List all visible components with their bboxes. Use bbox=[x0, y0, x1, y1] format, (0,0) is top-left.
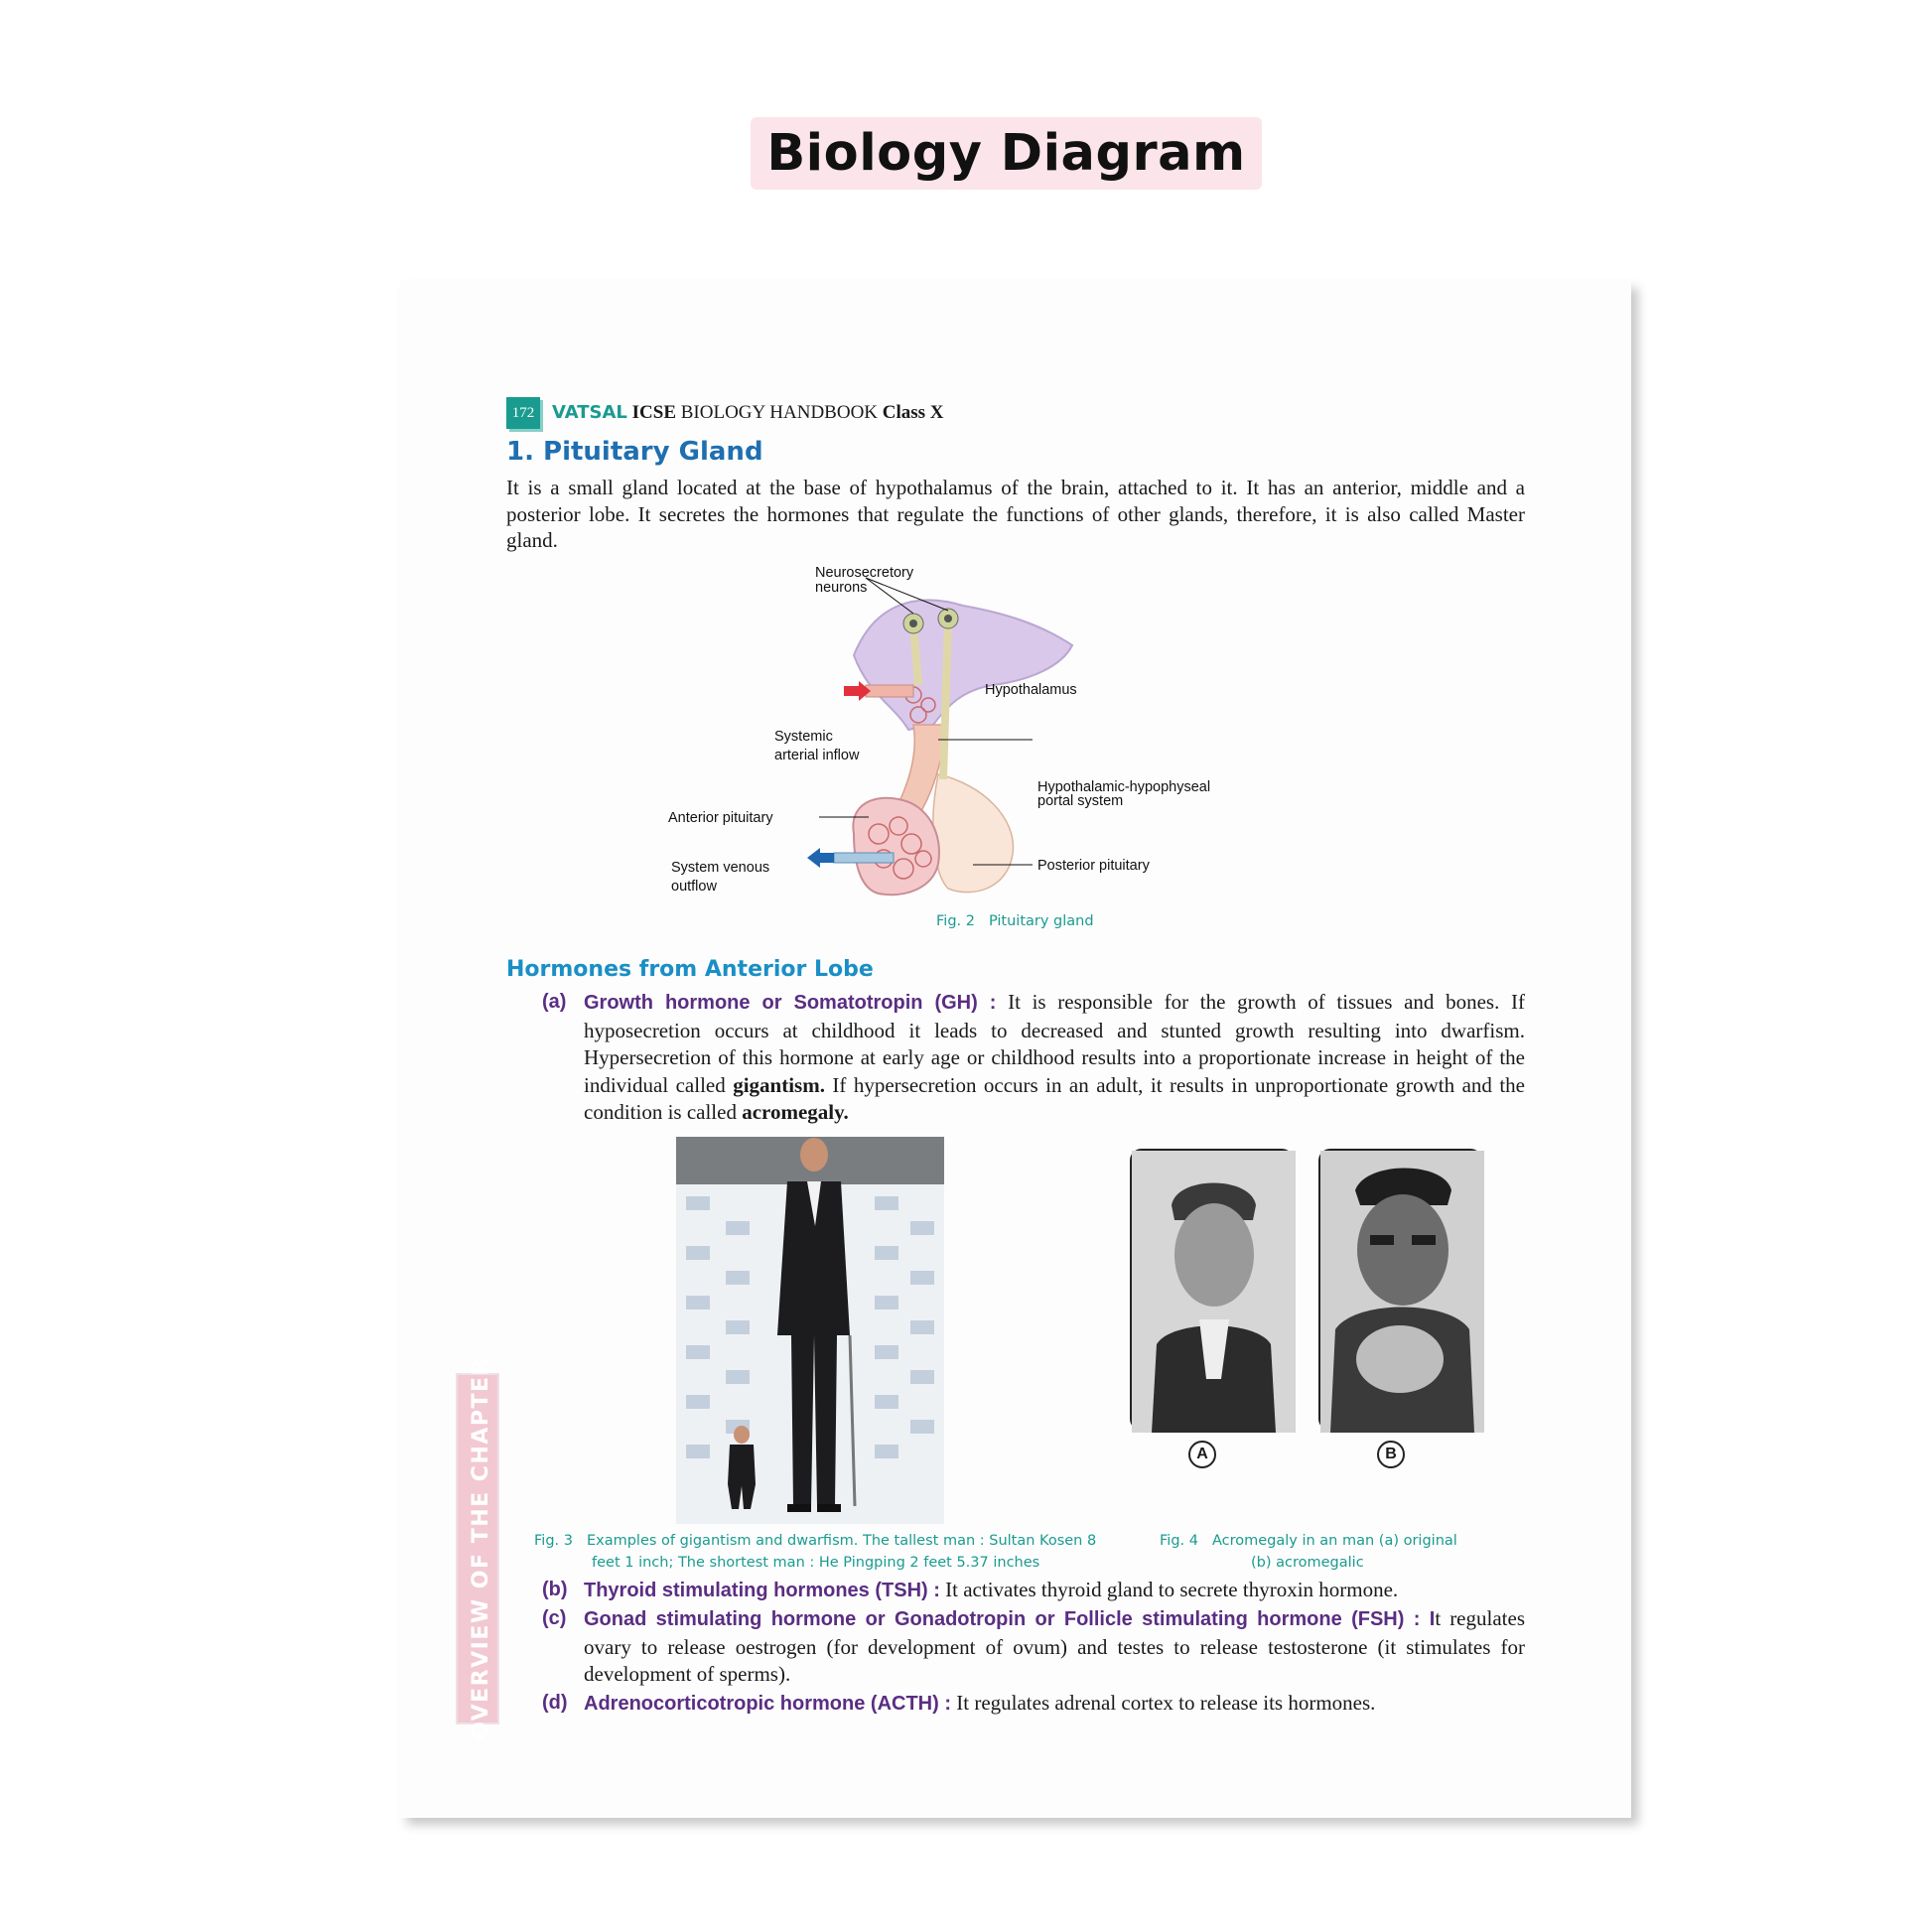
item-text: It activates thyroid gland to secrete thyroxin hormone. bbox=[939, 1578, 1399, 1601]
fig2-number: Fig. 2 bbox=[936, 913, 975, 929]
side-tab-label: OVERVIEW OF THE CHAPTER bbox=[468, 1357, 493, 1740]
label-portal-system: Hypothalamic-hypophyseal bbox=[1037, 779, 1211, 795]
item-text: t regulates ovary to release oestrogen (for development of ovum) and testes to release testosterone (it stimulates for development of sperms). bbox=[584, 1606, 1525, 1686]
hormone-item-acth bbox=[542, 1690, 1525, 1719]
label-a-circle: A bbox=[1188, 1441, 1216, 1468]
brand-name: VATSAL bbox=[552, 402, 627, 423]
posterior-lobe-shape bbox=[933, 774, 1014, 893]
label-arterial-inflow: arterial inflow bbox=[774, 748, 860, 763]
label-hypothalamus: Hypothalamus bbox=[985, 682, 1077, 698]
fig3-text-2: feet 1 inch; The shortest man : He Pingping 2 feet 5.37 inches bbox=[592, 1555, 1040, 1571]
item-body bbox=[584, 1605, 1525, 1689]
portrait-original bbox=[1132, 1151, 1296, 1433]
hormone-item-fsh bbox=[542, 1605, 1525, 1689]
book-title bbox=[552, 402, 944, 424]
label-outflow: outflow bbox=[671, 879, 717, 895]
item-heading: Thyroid stimulating hormones (TSH) : bbox=[584, 1580, 940, 1601]
label-neurosecretory: Neurosecretory bbox=[815, 565, 914, 581]
arterial-pipe bbox=[866, 685, 913, 697]
label-neurons: neurons bbox=[815, 580, 868, 596]
hypothalamus-shape bbox=[854, 600, 1072, 730]
pituitary-diagram bbox=[668, 556, 1330, 933]
venous-pipe bbox=[834, 853, 894, 863]
label-b-circle: B bbox=[1377, 1441, 1405, 1468]
item-body bbox=[584, 1577, 1525, 1605]
fig2-caption bbox=[936, 913, 1094, 929]
board-name: ICSE bbox=[631, 402, 676, 423]
arterial-inflow-arrow bbox=[844, 681, 871, 701]
fig4-number: Fig. 4 bbox=[1160, 1533, 1198, 1549]
item-text: It regulates adrenal cortex to release its hormones. bbox=[951, 1691, 1376, 1715]
fig2-text: Pituitary gland bbox=[988, 913, 1094, 929]
intro-paragraph: It is a small gland located at the base of hypothalamus of the brain, attached to it. It has an anterior, middle and a posterior lobe. It secretes the hormones that regulate the functions of other glands, therefore, it is also called Master gland. bbox=[506, 476, 1525, 552]
item-text: It is responsible for the growth of tissues and bones. If hyposecretion occurs at childhood it leads to decreased and stunted growth resulting into dwarfism. Hypersecretion of this hormone at early age or childhood results into a proportionate increase in height of the individual called bbox=[584, 990, 1525, 1097]
item-heading: Adrenocorticotropic hormone (ACTH) : bbox=[584, 1693, 951, 1715]
item-heading: Gonad stimulating hormone or Gonadotropin or Follicle stimulating hormone (FSH) : I bbox=[584, 1608, 1436, 1630]
item-bold-gigantism: gigantism. bbox=[733, 1072, 825, 1097]
fig4-text-2: (b) acromegalic bbox=[1251, 1555, 1364, 1571]
fig4-caption bbox=[1160, 1530, 1457, 1574]
item-body bbox=[584, 989, 1525, 1127]
hormone-item-tsh bbox=[542, 1577, 1525, 1605]
banner-title: Biology Diagram bbox=[766, 124, 1246, 183]
anterior-lobe-shape bbox=[853, 798, 939, 895]
gigantism-illustration bbox=[676, 1137, 944, 1524]
item-bold-acromegaly: acromegaly. bbox=[742, 1100, 849, 1124]
anterior-lobe-heading: Hormones from Anterior Lobe bbox=[506, 957, 874, 982]
item-marker: (c) bbox=[542, 1607, 567, 1629]
class-label: Class X bbox=[882, 402, 944, 423]
label-posterior-pituitary: Posterior pituitary bbox=[1037, 858, 1150, 874]
hormone-item-gh bbox=[542, 989, 1525, 1127]
venous-outflow-arrow bbox=[807, 848, 834, 868]
item-body bbox=[584, 1690, 1525, 1719]
label-portal-system-2: portal system bbox=[1037, 793, 1124, 809]
item-marker: (a) bbox=[542, 991, 567, 1013]
page-number: 172 bbox=[506, 397, 540, 429]
fig4-text-1: Acromegaly in an man (a) original bbox=[1211, 1533, 1457, 1549]
acromegaly-photo-b bbox=[1318, 1149, 1482, 1431]
fig3-caption bbox=[534, 1530, 1096, 1574]
gigantism-dwarfism-photo bbox=[676, 1137, 944, 1524]
item-heading: Growth hormone or Somatotropin (GH) : bbox=[584, 992, 997, 1014]
acromegaly-photo-a bbox=[1130, 1149, 1294, 1431]
item-text-2: If hypersecretion occurs in an adult, it results in unproportionate growth and the condition is called bbox=[584, 1072, 1525, 1124]
chapter-side-tab bbox=[456, 1357, 499, 1740]
banner bbox=[751, 117, 1262, 190]
label-systemic: Systemic bbox=[774, 729, 833, 745]
fig4-line1 bbox=[1160, 1530, 1457, 1552]
fig3-line1 bbox=[534, 1530, 1096, 1552]
book-name: BIOLOGY HANDBOOK bbox=[680, 402, 879, 423]
label-anterior-pituitary: Anterior pituitary bbox=[668, 810, 773, 826]
page-header bbox=[506, 397, 944, 429]
item-marker: (b) bbox=[542, 1579, 568, 1600]
item-marker: (d) bbox=[542, 1692, 568, 1714]
fig3-number: Fig. 3 bbox=[534, 1533, 573, 1549]
fig3-text-1: Examples of gigantism and dwarfism. The tallest man : Sultan Kosen 8 bbox=[586, 1533, 1097, 1549]
portrait-acromegalic bbox=[1320, 1151, 1484, 1433]
label-venous: System venous bbox=[671, 860, 770, 876]
section-title: 1. Pituitary Gland bbox=[506, 437, 763, 467]
